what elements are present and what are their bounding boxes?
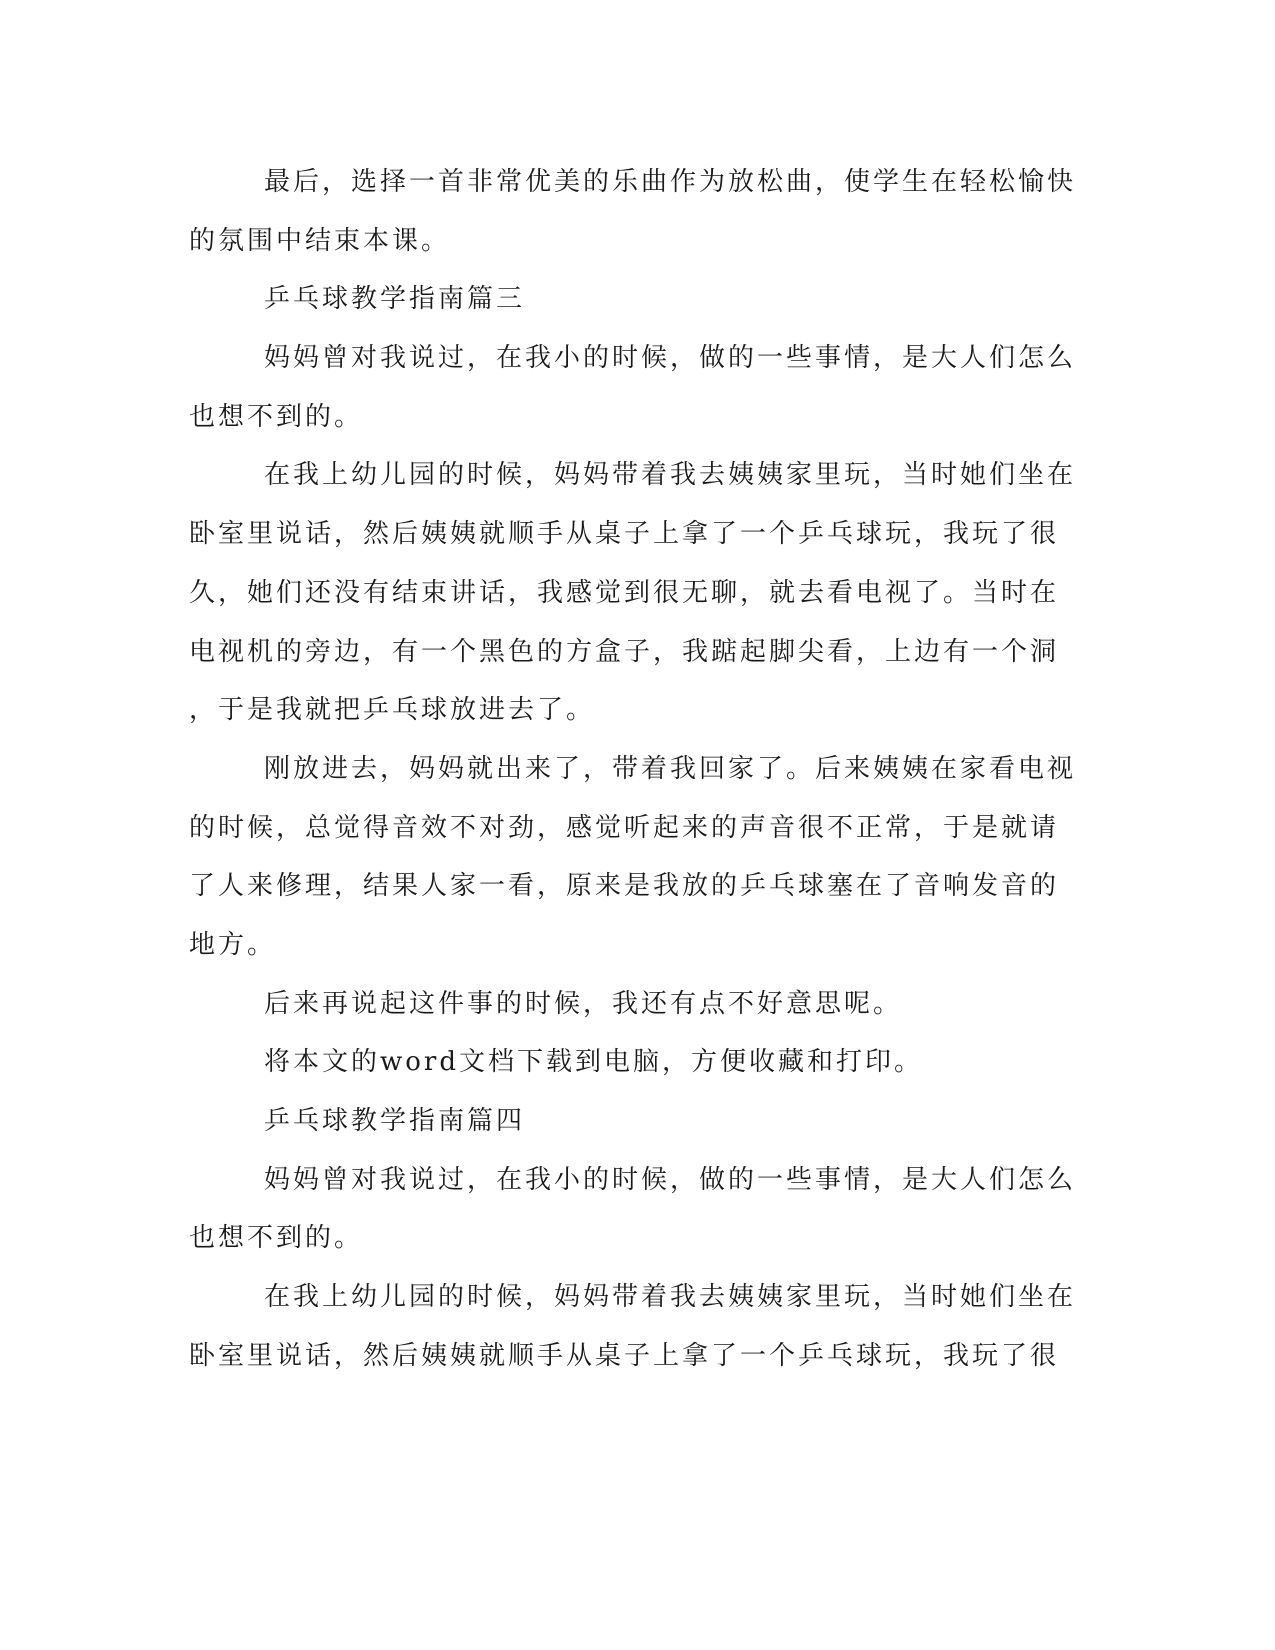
- paragraph-line: 也想不到的。: [189, 402, 364, 432]
- paragraph-line: 卧室里说话，然后姨姨就顺手从桌子上拿了一个乒乓球玩，我玩了很: [189, 1341, 1060, 1371]
- paragraph-line: 电视机的旁边，有一个黑色的方盒子，我踮起脚尖看，上边有一个洞: [189, 637, 1060, 667]
- paragraph-line: 在我上幼儿园的时候，妈妈带着我去姨姨家里玩，当时她们坐在: [264, 460, 1077, 490]
- paragraph-line: 妈妈曾对我说过，在我小的时候，做的一些事情，是大人们怎么: [264, 343, 1077, 373]
- paragraph-line: 卧室里说话，然后姨姨就顺手从桌子上拿了一个乒乓球玩，我玩了很: [189, 519, 1060, 549]
- paragraph-line: 地方。: [189, 930, 277, 960]
- paragraph-line: 后来再说起这件事的时候，我还有点不好意思呢。: [264, 989, 903, 1019]
- section-heading: 乒乓球教学指南篇三: [264, 284, 526, 314]
- download-note: 将本文的word文档下载到电脑，方便收藏和打印。: [264, 1047, 923, 1077]
- paragraph-line: 刚放进去，妈妈就出来了，带着我回家了。后来姨姨在家看电视: [264, 754, 1077, 784]
- section-heading: 乒乓球教学指南篇四: [264, 1106, 526, 1136]
- paragraph-line: 妈妈曾对我说过，在我小的时候，做的一些事情，是大人们怎么: [264, 1165, 1077, 1195]
- paragraph-line: 的氛围中结束本课。: [189, 226, 451, 256]
- paragraph-line: 最后，选择一首非常优美的乐曲作为放松曲，使学生在轻松愉快: [264, 167, 1077, 197]
- paragraph-line: 了人来修理，结果人家一看，原来是我放的乒乓球塞在了音响发音的: [189, 871, 1060, 901]
- paragraph-line: 在我上幼儿园的时候，妈妈带着我去姨姨家里玩，当时她们坐在: [264, 1282, 1077, 1312]
- paragraph-line: 也想不到的。: [189, 1223, 364, 1253]
- paragraph-line: ，于是我就把乒乓球放进去了。: [189, 695, 596, 725]
- paragraph-line: 久，她们还没有结束讲话，我感觉到很无聊，就去看电视了。当时在: [189, 578, 1060, 608]
- paragraph-line: 的时候，总觉得音效不对劲，感觉听起来的声音很不正常，于是就请: [189, 813, 1060, 843]
